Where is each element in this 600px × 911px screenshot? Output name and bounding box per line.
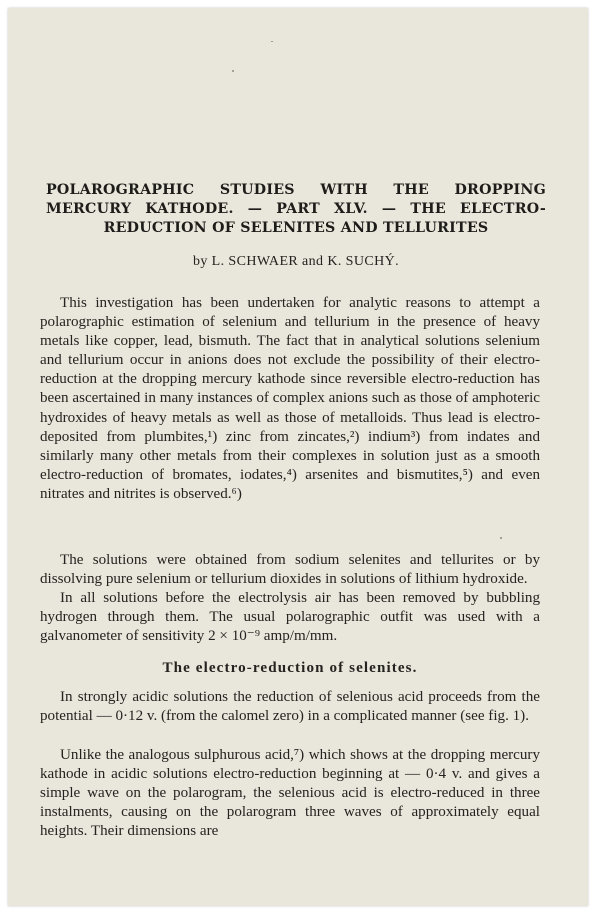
paper-speck [232,70,234,72]
author-byline: by L. SCHWAER and K. SUCHÝ. [192,254,400,269]
section-paragraph: In strongly acidic solutions the reduction of selenious acid proceeds from the potential — 0·12 v. (from the calomel zero) in a complicated manner (see fig. 1). [40,689,540,725]
paper-speck [500,537,502,539]
body-paragraph: This investigation has been undertaken for analytic reasons to attempt a polarographic estimation of selenium and tellurium in the presence of heavy metals like copper, lead, bismuth. The fact that in analytical solutions selenium and tellurium occur in anions does not exclude the possibility of their electro-reduction at the dropping mercury kathode since reversible electro-reduction has been ascertained in many instances of complex anions such as those of amphoteric hydroxides of heavy metals as well as those of metalloids. Thus lead is electro-deposited from plumbites,¹) zinc from zincates,²) indium³) from indates and similarly many other metals from their complexes in solution just as a smooth electro-reduction of bromates, iodates,⁴) arsenites and bismutites,⁵) and even nitrates and nitrites is observed.⁶) [40,295,540,502]
article-title: POLAROGRAPHIC STUDIES WITH THE DROPPING MERCURY KATHODE. — PART XLV. — THE ELECTRO-REDUCTION OF SELENITES AND TELLURITES [46,182,546,236]
section-paragraph: Unlike the analogous sulphurous acid,⁷) which shows at the dropping mercury kathode in acidic solutions electro-reduction beginning at — 0·4 v. and gives a simple wave on the polarogram, the selenious acid is electro-reduced in three instalments, causing on the polarogram three waves of approximately equal heights. Their dimensions are [40,747,540,840]
paper-speck [271,41,273,42]
section-heading: The electro-reduction of selenites. [162,660,418,676]
body-paragraph: In all solutions before the electrolysis air has been removed by bubbling hydrogen through them. The usual polarographic outfit was used with a galvanometer of sensitivity 2 × 10⁻⁹ amp/m/mm. [40,590,540,645]
body-paragraph: The solutions were obtained from sodium selenites and tellurites or by dissolving pure selenium or tellurium dioxides in solutions of lithium hydroxide. [40,552,540,588]
